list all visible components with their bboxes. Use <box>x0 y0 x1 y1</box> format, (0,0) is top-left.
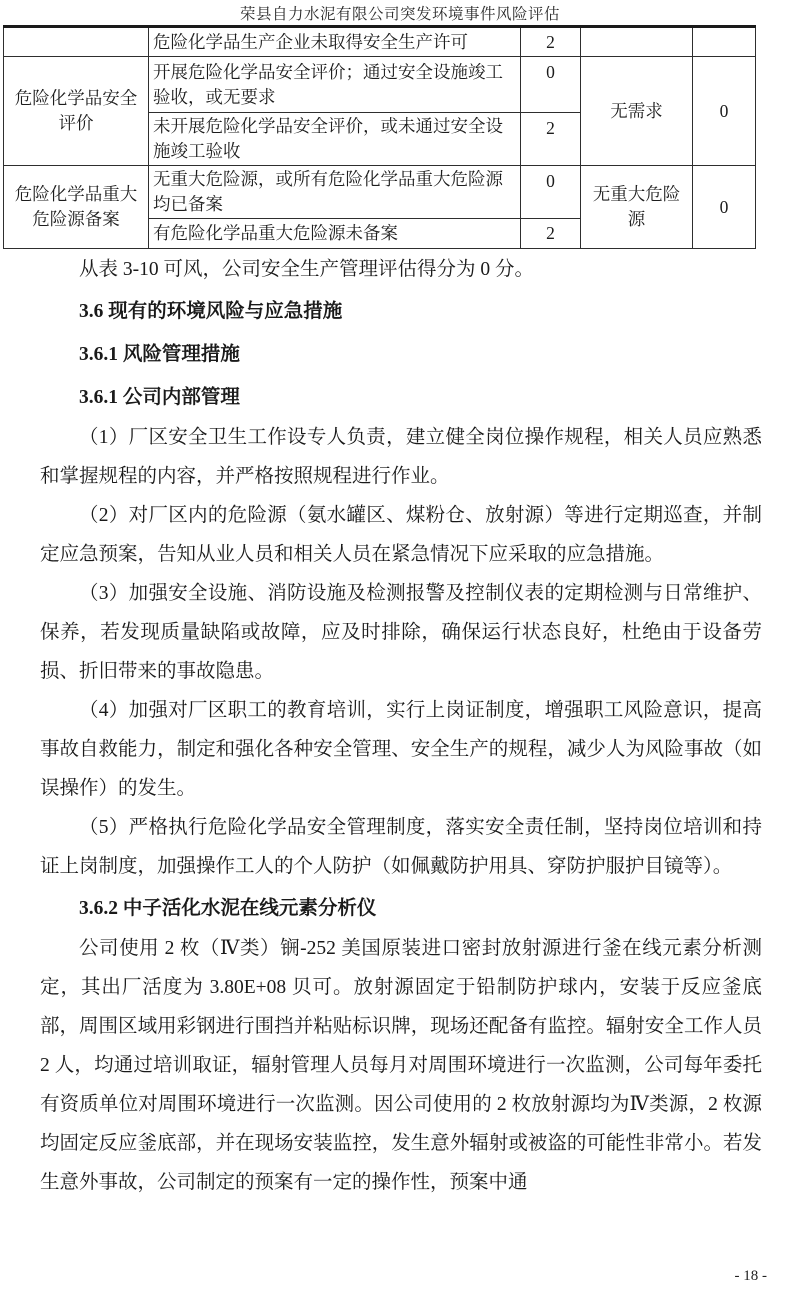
body-paragraph-6: 公司使用 2 枚（Ⅳ类）锎-252 美国原装进口密封放射源进行釜在线元素分析测定，其出厂活度为 3.80E+08 贝可。放射源固定于铅制防护球内，安装于反应釜底部，周围区域用彩钢进行围挡并粘贴标识牌，现场还配备有监控。辐射安全工作人员 2 人，均通过培训取证，辐射管理人员每月对周围环境进行一次监测，公司每年委托有资质单位对周围环境进行一次监测。因公司使用的 2 枚放射源均为Ⅳ类源，2 枚源均固定反应釜底部，并在现场安装监控，发生意外辐射或被盗的可能性非常小。若发生意外事故，公司制定的预案有一定的操作性，预案中通 <box>40 938 762 1193</box>
section-heading-3-6-1-internal-management: 3.6.1 公司内部管理 <box>79 387 240 408</box>
running-header-title: 荣县自力水泥有限公司突发环境事件风险评估 <box>239 6 560 23</box>
table-cell-item: 危险化学品重大危险源备案 <box>4 166 149 249</box>
document-body <box>0 249 800 1202</box>
table-cell-criterion: 开展危险化学品安全评价；通过安全设施竣工验收，或无要求 <box>149 57 521 113</box>
section-heading-3-6-2: 3.6.2 中子活化水泥在线元素分析仪 <box>79 898 377 919</box>
table-cell-points: 2 <box>521 27 581 57</box>
table-cell-score-empty <box>693 27 756 57</box>
table-cell-score: 0 <box>693 57 756 166</box>
table-row <box>4 166 756 219</box>
table-cell-criterion: 危险化学品生产企业未取得安全生产许可 <box>149 27 521 57</box>
table-cell-status: 无重大危险源 <box>581 166 693 249</box>
body-paragraph-4: （4）加强对厂区职工的教育培训，实行上岗证制度，增强职工风险意识，提高事故自救能力，制定和强化各种安全管理、安全生产的规程，减少人为风险事故（如误操作）的发生。 <box>40 700 762 799</box>
table-note-paragraph: 从表 3-10 可风，公司安全生产管理评估得分为 0 分。 <box>79 259 534 280</box>
table-cell-status-empty <box>581 27 693 57</box>
table-cell-points: 0 <box>521 57 581 113</box>
table-cell-item-empty <box>4 27 149 57</box>
body-paragraph-3: （3）加强安全设施、消防设施及检测报警及控制仪表的定期检测与日常维护、保养，若发现质量缺陷或故障，应及时排除，确保运行状态良好，杜绝由于设备劳损、折旧带来的事故隐患。 <box>40 583 762 682</box>
table-cell-points: 2 <box>521 113 581 166</box>
table-cell-criterion: 有危险化学品重大危险源未备案 <box>149 219 521 249</box>
table-row <box>4 27 756 57</box>
table-row <box>4 57 756 113</box>
body-paragraph-5: （5）严格执行危险化学品安全管理制度，落实安全责任制，坚持岗位培训和持证上岗制度，加强操作工人的个人防护（如佩戴防护用具、穿防护服护目镜等）。 <box>40 817 762 877</box>
table-cell-status: 无需求 <box>581 57 693 166</box>
safety-production-score-table <box>3 25 756 249</box>
section-heading-3-6: 3.6 现有的环境风险与应急措施 <box>79 301 343 322</box>
table-cell-criterion: 未开展危险化学品安全评价，或未通过安全设施竣工验收 <box>149 113 521 166</box>
section-heading-3-6-1-risk-management: 3.6.1 风险管理措施 <box>79 344 240 365</box>
table-cell-criterion: 无重大危险源，或所有危险化学品重大危险源均已备案 <box>149 166 521 219</box>
table-cell-points: 2 <box>521 219 581 249</box>
table-cell-points: 0 <box>521 166 581 219</box>
table-cell-item: 危险化学品安全评价 <box>4 57 149 166</box>
body-paragraph-2: （2）对厂区内的危险源（氨水罐区、煤粉仓、放射源）等进行定期巡查，并制定应急预案，告知从业人员和相关人员在紧急情况下应采取的应急措施。 <box>40 505 762 565</box>
body-paragraph-1: （1）厂区安全卫生工作设专人负责，建立健全岗位操作规程，相关人员应熟悉和掌握规程的内容，并严格按照规程进行作业。 <box>40 427 762 487</box>
page-number: - 18 - <box>734 1268 767 1284</box>
table-cell-score: 0 <box>693 166 756 249</box>
